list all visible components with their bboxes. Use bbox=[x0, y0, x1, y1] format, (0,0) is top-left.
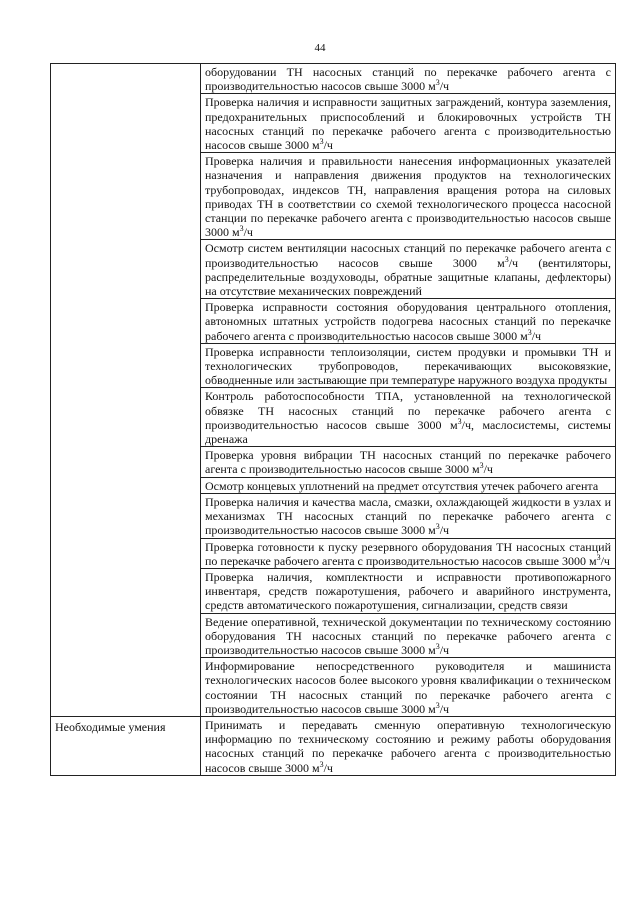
row-text: Информирование непосредственного руководителя и машиниста технологических насосов более высокого уровня квалификации о техническом состоянии ТН насосных станций по перекачке рабочего агента с производительностью насосов свыше 3000 $м^3/ч$ bbox=[201, 658, 616, 717]
row-text: Проверка наличия и исправности защитных заграждений, контура заземления, предохранительных приспособлений и блокировочных устройств ТН насосных станций по перекачке рабочего агента с производительностью насосов свыше 3000 $м^3/ч$ bbox=[201, 94, 616, 153]
required-skills-label: Необходимые умения bbox=[51, 716, 201, 775]
row-text: Проверка готовности к пуску резервного оборудования ТН насосных станций по перекачке рабочего агента с производительностью насосов свыше 3000 $м^3/ч$ bbox=[201, 538, 616, 568]
row-text: Ведение оперативной, технической документации по техническому состоянию оборудования ТН насосных станций по перекачке рабочего агента с производительностью насосов свыше 3000 $м^3/ч$ bbox=[201, 613, 616, 658]
row-text: Контроль работоспособности ТПА, установленной на технологической обвязке ТН насосных станций по перекачке рабочего агента с производительностью насосов свыше 3000 $м^3/ч$, маслосистемы, системы дренажа bbox=[201, 388, 616, 447]
labor-actions-label-cell bbox=[51, 64, 201, 717]
row-text: Проверка исправности теплоизоляции, систем продувки и промывки ТН и технологических трубопроводов, перекачивающих высоковязкие, обводненные или застывающие при температуре наружного воздуха продукты bbox=[201, 343, 616, 388]
row-text: Проверка наличия и качества масла, смазки, охлаждающей жидкости в узлах и механизмах ТН насосных станций по перекачке рабочего агента с производительностью насосов свыше 3000 $м^3/ч$ bbox=[201, 493, 616, 538]
row-text: Проверка исправности состояния оборудования центрального отопления, автономных штатных устройств подогрева насосных станций по перекачке рабочего агента с производительностью насосов свыше 3000 $м^3/ч$ bbox=[201, 299, 616, 344]
row-text: Проверка наличия, комплектности и исправности противопожарного инвентаря, средств пожаротушения, рабочего и аварийного инструмента, средств автоматического пожаротушения, сигнализации, средств связи bbox=[201, 568, 616, 613]
row-text: Принимать и передавать сменную оперативную технологическую информацию по техническому состоянию и режиму работы оборудования насосных станций по перекачке рабочего агента с производительностью насосов свыше 3000 $м^3/ч$ bbox=[201, 716, 616, 775]
row-text: Осмотр концевых уплотнений на предмет отсутствия утечек рабочего агента bbox=[201, 477, 616, 493]
row-text: Осмотр систем вентиляции насосных станций по перекачке рабочего агента с производительностью насосов свыше 3000 $м^3/ч$ (вентиляторы, распределительные воздуховоды, обратные защитные клапаны, дефлекторы) на отсутствие механических повреждений bbox=[201, 240, 616, 299]
row-text: Проверка уровня вибрации ТН насосных станций по перекачке рабочего агента с производительностью насосов свыше 3000 $м^3/ч$ bbox=[201, 447, 616, 477]
page-number: 44 bbox=[314, 42, 326, 54]
row-text: Проверка наличия и правильности нанесения информационных указателей назначения и направления движения продуктов на технологических трубопроводах, индексов ТН, направления вращения ротора на силовых приводах ТН в соответствии со схемой технологического процесса насосной станции по перекачке рабочего агента с производительностью насосов свыше 3000 $м^3/ч$ bbox=[201, 153, 616, 240]
table-row bbox=[51, 716, 616, 775]
labor-functions-table bbox=[50, 63, 616, 776]
row-text: оборудовании ТН насосных станций по перекачке рабочего агента с производительностью насосов свыше 3000 $м^3/ч$ bbox=[201, 64, 616, 94]
table-row bbox=[51, 64, 616, 94]
